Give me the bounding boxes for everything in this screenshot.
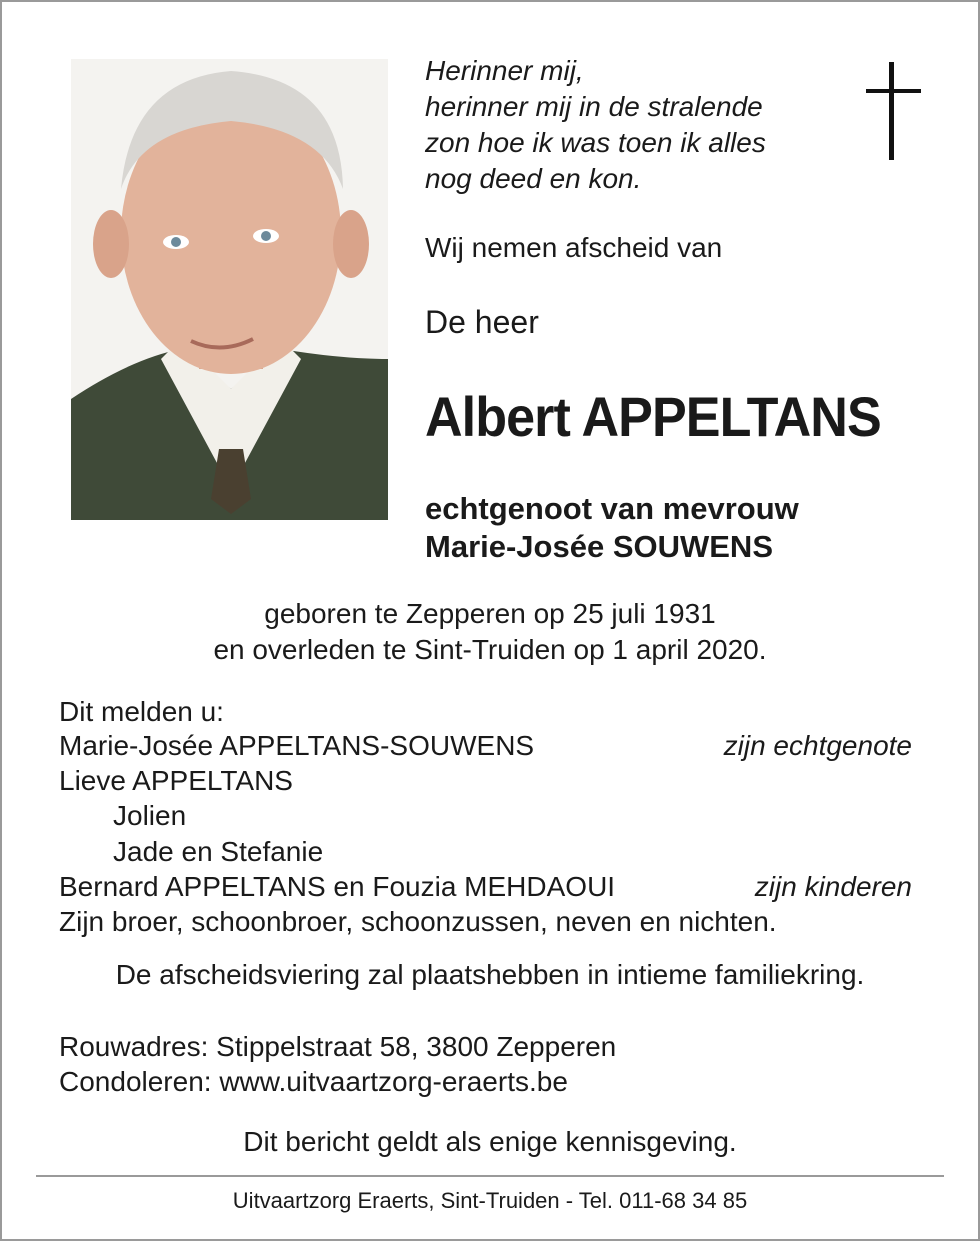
intro-text: Wij nemen afscheid van: [425, 232, 723, 263]
poem-line: herinner mij in de stralende: [425, 91, 763, 122]
cross-icon: [862, 62, 922, 160]
family-member: Lieve APPELTANS: [59, 765, 293, 796]
footer-text: Uitvaartzorg Eraerts, Sint-Truiden - Tel. 011-68 34 85: [232, 1188, 748, 1213]
death-info: en overleden te Sint-Truiden op 1 april 2020.: [213, 634, 767, 665]
family-relation: zijn kinderen: [754, 871, 912, 902]
poem: [425, 53, 766, 197]
address-line: Rouwadres: Stippelstraat 58, 3800 Zepperen: [59, 1031, 617, 1062]
family-row: [59, 799, 966, 833]
family-member: Jade en Stefanie: [113, 836, 324, 867]
poem-line: Herinner mij,: [425, 55, 584, 86]
poem-line: nog deed en kon.: [425, 163, 642, 194]
family-member: Marie-Josée APPELTANS-SOUWENS: [59, 730, 535, 761]
family-row: [59, 729, 912, 763]
family-member: Zijn broer, schoonbroer, schoonzussen, neven en nichten.: [59, 906, 777, 937]
family-header: Dit melden u:: [59, 696, 224, 727]
family-row: [59, 870, 912, 904]
family-relation: zijn echtgenote: [723, 730, 912, 761]
birth-info: geboren te Zepperen op 25 juli 1931: [264, 598, 716, 629]
spouse-name: Marie-Josée SOUWENS: [425, 529, 773, 564]
poem-line: zon hoe ik was toen ik alles: [425, 127, 766, 158]
salutation: De heer: [425, 304, 539, 340]
ceremony-info: De afscheidsviering zal plaatshebben in intieme familiekring.: [115, 959, 865, 990]
deceased-name: Albert APPELTANS: [425, 385, 881, 448]
family-member: Bernard APPELTANS en Fouzia MEHDAOUI: [59, 871, 616, 902]
notice-text: Dit bericht geldt als enige kennisgeving.: [243, 1126, 737, 1157]
spouse-info: [425, 490, 799, 566]
footer-divider: [36, 1175, 944, 1177]
condolence-line: Condoleren: www.uitvaartzorg-eraerts.be: [59, 1066, 568, 1097]
spouse-line: echtgenoot van mevrouw: [425, 491, 799, 526]
family-row: [59, 764, 912, 798]
portrait-photo: [71, 59, 388, 520]
family-member: Jolien: [113, 800, 187, 831]
family-row: [59, 835, 966, 869]
family-row: [59, 905, 912, 939]
